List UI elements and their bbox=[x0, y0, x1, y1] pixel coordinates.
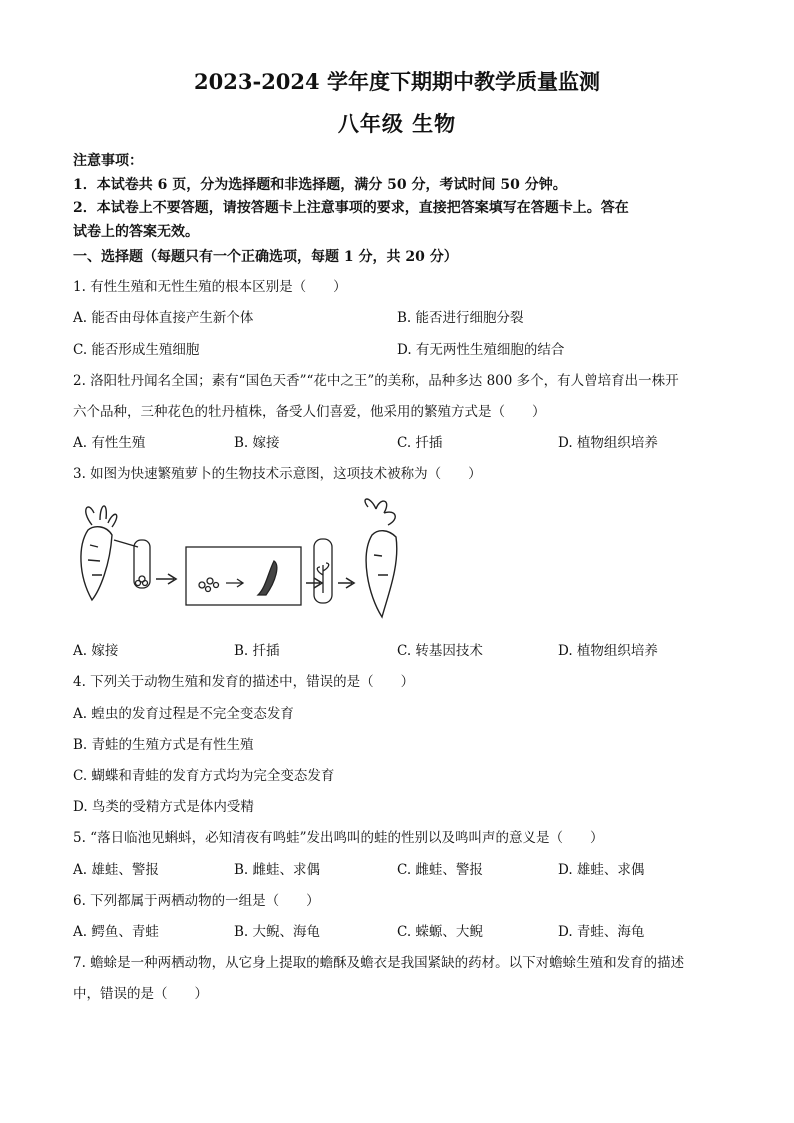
exam-title: 2023-2024 学年度下期期中教学质量监测 bbox=[194, 69, 600, 94]
test-tube-with-plantlet bbox=[314, 539, 332, 603]
question-7-stem-line1: 7. 蟾蜍是一种两栖动物，从它身上提取的蟾酥及蟾衣是我国紧缺的药材。以下对蟾蜍生殖和发育的描述 bbox=[73, 955, 685, 971]
question-2-stem-line1: 2. 洛阳牡丹闻名全国；素有“国色天香”“花中之王”的美称，品种多达 800 多个，有人曾培育出一株开 bbox=[73, 373, 679, 389]
q1-option-d: D. 有无两性生殖细胞的结合 bbox=[397, 342, 565, 358]
q3-option-d: D. 植物组织培养 bbox=[558, 643, 658, 659]
question-2-stem-line2: 六个品种，三种花色的牡丹植株，备受人们喜爱，他采用的繁殖方式是（ ） bbox=[73, 404, 546, 420]
notes-heading: 注意事项： bbox=[73, 153, 143, 169]
q6-option-a: A. 鳄鱼、青蛙 bbox=[73, 924, 159, 940]
question-7-stem-line2: 中，错误的是（ ） bbox=[73, 986, 208, 1002]
q3-option-b: B. 扦插 bbox=[234, 643, 280, 659]
q1-option-a: A. 能否由母体直接产生新个体 bbox=[73, 310, 254, 326]
q4-option-d: D. 鸟类的受精方式是体内受精 bbox=[73, 799, 254, 815]
q6-option-c: C. 蝾螈、大鲵 bbox=[397, 924, 483, 940]
callus-culture-box bbox=[186, 547, 301, 605]
tissue-culture-figure bbox=[70, 495, 410, 620]
test-tube-with-explant bbox=[114, 540, 150, 588]
q5-option-c: C. 雌蛙、警报 bbox=[397, 862, 483, 878]
q5-option-a: A. 雄蛙、警报 bbox=[73, 862, 159, 878]
q4-option-b: B. 青蛙的生殖方式是有性生殖 bbox=[73, 737, 254, 753]
q5-option-b: B. 雌蛙、求偶 bbox=[234, 862, 321, 878]
notes-item-2a: 2．本试卷上不要答题，请按答题卡上注意事项的要求，直接把答案填写在答题卡上。答在 bbox=[73, 200, 629, 216]
question-6-stem: 6. 下列都属于两栖动物的一组是（ ） bbox=[73, 893, 320, 909]
q1-option-c: C. 能否形成生殖细胞 bbox=[73, 342, 200, 358]
process-arrow-icon bbox=[338, 578, 354, 588]
question-1-stem: 1. 有性生殖和无性生殖的根本区别是（ ） bbox=[73, 279, 347, 295]
q3-option-a: A. 嫁接 bbox=[73, 643, 119, 659]
q4-option-c: C. 蝴蝶和青蛙的发育方式均为完全变态发育 bbox=[73, 768, 335, 784]
q1-option-b: B. 能否进行细胞分裂 bbox=[397, 310, 524, 326]
q2-option-d: D. 植物组织培养 bbox=[558, 435, 658, 451]
question-4-stem: 4. 下列关于动物生殖和发育的描述中，错误的是（ ） bbox=[73, 674, 415, 690]
question-5-stem: 5. “落日临池见蝌蚪，必知清夜有鸣蛙”发出鸣叫的蛙的性别以及鸣叫声的意义是（ ） bbox=[73, 830, 604, 846]
q6-option-d: D. 青蛙、海龟 bbox=[558, 924, 645, 940]
exam-subtitle: 八年级 生物 bbox=[337, 111, 457, 136]
mature-radish-image bbox=[365, 499, 397, 617]
notes-item-1: 1．本试卷共 6 页，分为选择题和非选择题，满分 50 分，考试时间 50 分钟。 bbox=[73, 177, 567, 193]
q2-option-b: B. 嫁接 bbox=[234, 435, 280, 451]
q2-option-a: A. 有性生殖 bbox=[73, 435, 146, 451]
process-arrow-icon bbox=[156, 574, 176, 584]
q6-option-b: B. 大鲵、海龟 bbox=[234, 924, 321, 940]
q5-option-d: D. 雄蛙、求偶 bbox=[558, 862, 645, 878]
notes-item-2b: 试卷上的答案无效。 bbox=[73, 224, 199, 240]
section-heading: 一、选择题（每题只有一个正确选项，每题 1 分，共 20 分） bbox=[73, 249, 458, 265]
q4-option-a: A. 蝗虫的发育过程是不完全变态发育 bbox=[73, 706, 294, 722]
q3-option-c: C. 转基因技术 bbox=[397, 643, 483, 659]
radish-plant-image bbox=[81, 506, 117, 600]
question-3-stem: 3. 如图为快速繁殖萝卜的生物技术示意图，这项技术被称为（ ） bbox=[73, 466, 482, 482]
q2-option-c: C. 扦插 bbox=[397, 435, 443, 451]
